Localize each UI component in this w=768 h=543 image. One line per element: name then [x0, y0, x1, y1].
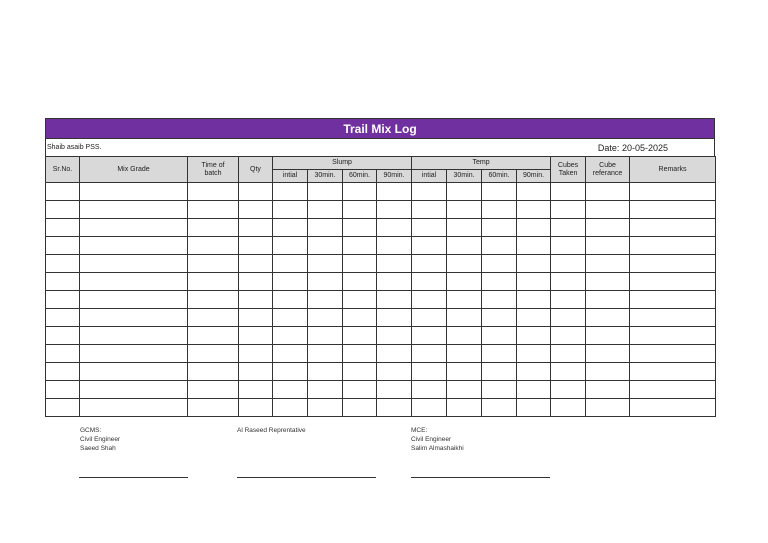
table-cell[interactable]: [80, 237, 188, 255]
table-cell[interactable]: [551, 219, 586, 237]
table-cell[interactable]: [630, 309, 716, 327]
table-cell[interactable]: [482, 255, 517, 273]
log-table: [45, 156, 716, 417]
table-cell[interactable]: [482, 201, 517, 219]
signature-line-gcms: [79, 477, 188, 478]
table-cell[interactable]: [377, 219, 412, 237]
col-cubes-taken-line2: Taken: [558, 169, 578, 177]
table-cell[interactable]: [308, 381, 343, 399]
table-cell[interactable]: [46, 183, 80, 201]
table-cell[interactable]: [308, 309, 343, 327]
col-slump-initial: intial: [273, 170, 308, 183]
table-cell[interactable]: [80, 309, 188, 327]
table-cell[interactable]: [412, 273, 447, 291]
table-cell[interactable]: [412, 183, 447, 201]
table-cell[interactable]: [343, 309, 377, 327]
table-cell[interactable]: [188, 201, 239, 219]
table-cell[interactable]: [80, 219, 188, 237]
table-cell[interactable]: [551, 237, 586, 255]
table-cell[interactable]: [46, 381, 80, 399]
mce-name: Salim Almashaikhi: [411, 445, 464, 452]
table-cell[interactable]: [80, 381, 188, 399]
table-cell[interactable]: [343, 273, 377, 291]
table-cell[interactable]: [551, 273, 586, 291]
table-cell[interactable]: [551, 309, 586, 327]
table-cell[interactable]: [517, 345, 551, 363]
table-cell[interactable]: [46, 399, 80, 417]
table-cell[interactable]: [630, 219, 716, 237]
table-cell[interactable]: [377, 255, 412, 273]
signature-mce: [411, 426, 464, 453]
col-time-of-batch: [188, 157, 239, 183]
table-cell[interactable]: [308, 273, 343, 291]
table-row: [46, 219, 716, 237]
table-cell[interactable]: [482, 273, 517, 291]
table-row: [46, 291, 716, 309]
table-cell[interactable]: [46, 291, 80, 309]
table-cell[interactable]: [482, 237, 517, 255]
col-cube-reference: [586, 157, 630, 183]
table-cell[interactable]: [412, 363, 447, 381]
table-cell[interactable]: [188, 381, 239, 399]
table-cell[interactable]: [447, 291, 482, 309]
table-cell[interactable]: [343, 291, 377, 309]
table-cell[interactable]: [273, 399, 308, 417]
trail-mix-log-sheet: [45, 118, 715, 417]
table-cell[interactable]: [188, 363, 239, 381]
table-cell[interactable]: [630, 327, 716, 345]
table-cell[interactable]: [377, 345, 412, 363]
table-cell[interactable]: [188, 327, 239, 345]
table-cell[interactable]: [412, 399, 447, 417]
table-cell[interactable]: [630, 201, 716, 219]
table-cell[interactable]: [273, 345, 308, 363]
table-cell[interactable]: [447, 327, 482, 345]
table-cell[interactable]: [377, 183, 412, 201]
table-cell[interactable]: [517, 399, 551, 417]
table-cell[interactable]: [239, 363, 273, 381]
table-cell[interactable]: [343, 255, 377, 273]
table-cell[interactable]: [412, 255, 447, 273]
table-cell[interactable]: [630, 273, 716, 291]
table-cell[interactable]: [46, 327, 80, 345]
table-cell[interactable]: [377, 273, 412, 291]
table-cell[interactable]: [273, 237, 308, 255]
table-cell[interactable]: [630, 345, 716, 363]
table-cell[interactable]: [308, 291, 343, 309]
table-cell[interactable]: [482, 399, 517, 417]
table-cell[interactable]: [447, 345, 482, 363]
table-cell[interactable]: [586, 273, 630, 291]
gcms-role: Civil Engineer: [80, 436, 121, 443]
col-sr-no: Sr.No.: [46, 157, 80, 183]
table-cell[interactable]: [239, 381, 273, 399]
table-cell[interactable]: [239, 273, 273, 291]
table-cell[interactable]: [188, 255, 239, 273]
table-cell[interactable]: [188, 273, 239, 291]
table-cell[interactable]: [586, 381, 630, 399]
col-time-of-batch-line2: batch: [204, 169, 222, 177]
table-cell[interactable]: [188, 237, 239, 255]
table-cell[interactable]: [273, 363, 308, 381]
col-cube-reference-line1: Cube: [599, 161, 616, 169]
table-cell[interactable]: [343, 363, 377, 381]
prepared-by: Shaib asaib PSS.: [47, 144, 102, 151]
table-cell[interactable]: [46, 345, 80, 363]
table-cell[interactable]: [188, 183, 239, 201]
table-cell[interactable]: [412, 345, 447, 363]
table-cell[interactable]: [586, 345, 630, 363]
table-row: [46, 237, 716, 255]
table-cell[interactable]: [377, 363, 412, 381]
mce-role: Civil Engineer: [411, 436, 452, 443]
table-cell[interactable]: [412, 219, 447, 237]
table-cell[interactable]: [517, 327, 551, 345]
table-cell[interactable]: [343, 327, 377, 345]
table-cell[interactable]: [482, 309, 517, 327]
table-row: [46, 327, 716, 345]
sheet-title: Trail Mix Log: [45, 118, 715, 139]
table-cell[interactable]: [630, 363, 716, 381]
table-cell[interactable]: [273, 201, 308, 219]
table-cell[interactable]: [447, 201, 482, 219]
table-cell[interactable]: [447, 399, 482, 417]
table-cell[interactable]: [482, 327, 517, 345]
table-cell[interactable]: [482, 363, 517, 381]
table-cell[interactable]: [586, 309, 630, 327]
table-cell[interactable]: [239, 255, 273, 273]
table-cell[interactable]: [46, 273, 80, 291]
table-cell[interactable]: [551, 345, 586, 363]
table-cell[interactable]: [239, 201, 273, 219]
log-body: [46, 183, 716, 417]
table-cell[interactable]: [377, 309, 412, 327]
table-cell[interactable]: [412, 309, 447, 327]
table-cell[interactable]: [377, 327, 412, 345]
col-temp-30min: 30min.: [447, 170, 482, 183]
table-cell[interactable]: [586, 219, 630, 237]
table-cell[interactable]: [630, 291, 716, 309]
table-cell[interactable]: [80, 345, 188, 363]
col-mix-grade: Mix Grade: [80, 157, 188, 183]
col-remarks: Remarks: [630, 157, 716, 183]
table-cell[interactable]: [586, 399, 630, 417]
table-cell[interactable]: [46, 237, 80, 255]
table-cell[interactable]: [188, 291, 239, 309]
table-cell[interactable]: [630, 183, 716, 201]
table-row: [46, 345, 716, 363]
table-cell[interactable]: [517, 255, 551, 273]
table-cell[interactable]: [482, 345, 517, 363]
col-cube-reference-line2: referance: [592, 169, 623, 177]
table-cell[interactable]: [273, 219, 308, 237]
table-cell[interactable]: [239, 219, 273, 237]
gcms-name: Saeed Shah: [80, 445, 116, 452]
table-cell[interactable]: [239, 237, 273, 255]
table-cell[interactable]: [188, 399, 239, 417]
table-cell[interactable]: [447, 255, 482, 273]
table-cell[interactable]: [188, 309, 239, 327]
table-cell[interactable]: [517, 183, 551, 201]
table-cell[interactable]: [308, 363, 343, 381]
table-cell[interactable]: [630, 399, 716, 417]
table-cell[interactable]: [273, 273, 308, 291]
table-cell[interactable]: [239, 309, 273, 327]
table-cell[interactable]: [308, 201, 343, 219]
col-slump-90min: 90min.: [377, 170, 412, 183]
info-row: [45, 139, 715, 156]
table-cell[interactable]: [308, 345, 343, 363]
table-cell[interactable]: [630, 255, 716, 273]
table-cell[interactable]: [482, 381, 517, 399]
table-row: [46, 399, 716, 417]
col-slump: Slump: [273, 157, 412, 170]
table-cell[interactable]: [517, 219, 551, 237]
table-cell[interactable]: [517, 237, 551, 255]
header-row-1: [46, 157, 716, 170]
table-cell[interactable]: [377, 399, 412, 417]
table-cell[interactable]: [517, 291, 551, 309]
table-row: [46, 363, 716, 381]
table-cell[interactable]: [517, 309, 551, 327]
col-temp-90min: 90min.: [517, 170, 551, 183]
table-cell[interactable]: [343, 219, 377, 237]
table-cell[interactable]: [239, 291, 273, 309]
table-cell[interactable]: [273, 309, 308, 327]
col-temp-60min: 60min.: [482, 170, 517, 183]
col-temp-initial: intial: [412, 170, 447, 183]
table-cell[interactable]: [551, 381, 586, 399]
table-cell[interactable]: [377, 381, 412, 399]
table-cell[interactable]: [308, 327, 343, 345]
table-cell[interactable]: [447, 219, 482, 237]
table-cell[interactable]: [308, 237, 343, 255]
table-cell[interactable]: [377, 201, 412, 219]
table-cell[interactable]: [482, 291, 517, 309]
signature-alraseed: [237, 426, 306, 435]
table-row: [46, 183, 716, 201]
gcms-title: GCMS:: [80, 427, 102, 434]
table-cell[interactable]: [343, 381, 377, 399]
table-cell[interactable]: [80, 327, 188, 345]
table-cell[interactable]: [343, 183, 377, 201]
col-slump-60min: 60min.: [343, 170, 377, 183]
table-cell[interactable]: [412, 291, 447, 309]
table-cell[interactable]: [447, 273, 482, 291]
table-cell[interactable]: [447, 363, 482, 381]
table-cell[interactable]: [447, 183, 482, 201]
table-cell[interactable]: [551, 201, 586, 219]
table-cell[interactable]: [586, 183, 630, 201]
table-cell[interactable]: [551, 399, 586, 417]
table-cell[interactable]: [80, 183, 188, 201]
table-cell[interactable]: [239, 327, 273, 345]
table-cell[interactable]: [273, 291, 308, 309]
col-cubes-taken: [551, 157, 586, 183]
table-cell[interactable]: [412, 237, 447, 255]
date-field: [598, 143, 714, 153]
table-cell[interactable]: [447, 381, 482, 399]
signature-line-alraseed: [237, 477, 376, 478]
table-cell[interactable]: [308, 219, 343, 237]
table-cell[interactable]: [551, 183, 586, 201]
table-cell[interactable]: [80, 273, 188, 291]
table-cell[interactable]: [412, 327, 447, 345]
table-cell[interactable]: [447, 309, 482, 327]
table-cell[interactable]: [517, 201, 551, 219]
table-cell[interactable]: [586, 327, 630, 345]
table-cell[interactable]: [80, 255, 188, 273]
table-cell[interactable]: [447, 237, 482, 255]
table-cell[interactable]: [586, 363, 630, 381]
table-cell[interactable]: [630, 381, 716, 399]
table-cell[interactable]: [273, 183, 308, 201]
table-cell[interactable]: [80, 291, 188, 309]
table-cell[interactable]: [517, 273, 551, 291]
table-cell[interactable]: [46, 363, 80, 381]
table-cell[interactable]: [188, 219, 239, 237]
table-cell[interactable]: [273, 327, 308, 345]
table-cell[interactable]: [308, 399, 343, 417]
table-cell[interactable]: [412, 381, 447, 399]
table-cell[interactable]: [80, 363, 188, 381]
table-cell[interactable]: [80, 399, 188, 417]
table-cell[interactable]: [239, 183, 273, 201]
table-cell[interactable]: [343, 345, 377, 363]
table-cell[interactable]: [482, 219, 517, 237]
table-row: [46, 309, 716, 327]
table-cell[interactable]: [412, 201, 447, 219]
col-cubes-taken-line1: Cubes: [557, 161, 579, 169]
table-cell[interactable]: [377, 237, 412, 255]
table-cell[interactable]: [630, 237, 716, 255]
table-cell[interactable]: [273, 381, 308, 399]
table-cell[interactable]: [308, 255, 343, 273]
table-cell[interactable]: [517, 381, 551, 399]
table-cell[interactable]: [586, 201, 630, 219]
table-cell[interactable]: [551, 363, 586, 381]
table-cell[interactable]: [343, 399, 377, 417]
date-value: 20-05-2025: [621, 142, 668, 153]
col-qty: Qty: [239, 157, 273, 183]
table-cell[interactable]: [586, 237, 630, 255]
signature-line-mce: [411, 477, 550, 478]
date-label: Date:: [597, 142, 620, 153]
table-cell[interactable]: [551, 327, 586, 345]
table-row: [46, 255, 716, 273]
table-cell[interactable]: [46, 309, 80, 327]
table-cell[interactable]: [239, 345, 273, 363]
table-cell[interactable]: [46, 219, 80, 237]
table-row: [46, 273, 716, 291]
mce-title: MCE:: [411, 427, 428, 434]
table-cell[interactable]: [46, 201, 80, 219]
table-cell[interactable]: [377, 291, 412, 309]
table-cell[interactable]: [273, 255, 308, 273]
alraseed-title: Al Raseed Reprentative: [237, 427, 306, 434]
table-cell[interactable]: [482, 183, 517, 201]
table-cell[interactable]: [308, 183, 343, 201]
table-cell[interactable]: [586, 291, 630, 309]
table-cell[interactable]: [517, 363, 551, 381]
col-time-of-batch-line1: Time of: [201, 161, 225, 169]
table-row: [46, 381, 716, 399]
table-cell[interactable]: [343, 201, 377, 219]
signature-gcms: [80, 426, 120, 453]
table-cell[interactable]: [80, 201, 188, 219]
col-slump-30min: 30min.: [308, 170, 343, 183]
table-cell[interactable]: [188, 345, 239, 363]
table-cell[interactable]: [586, 255, 630, 273]
table-cell[interactable]: [239, 399, 273, 417]
table-cell[interactable]: [343, 237, 377, 255]
table-cell[interactable]: [46, 255, 80, 273]
col-temp: Temp: [412, 157, 551, 170]
table-cell[interactable]: [551, 291, 586, 309]
table-row: [46, 201, 716, 219]
table-cell[interactable]: [551, 255, 586, 273]
